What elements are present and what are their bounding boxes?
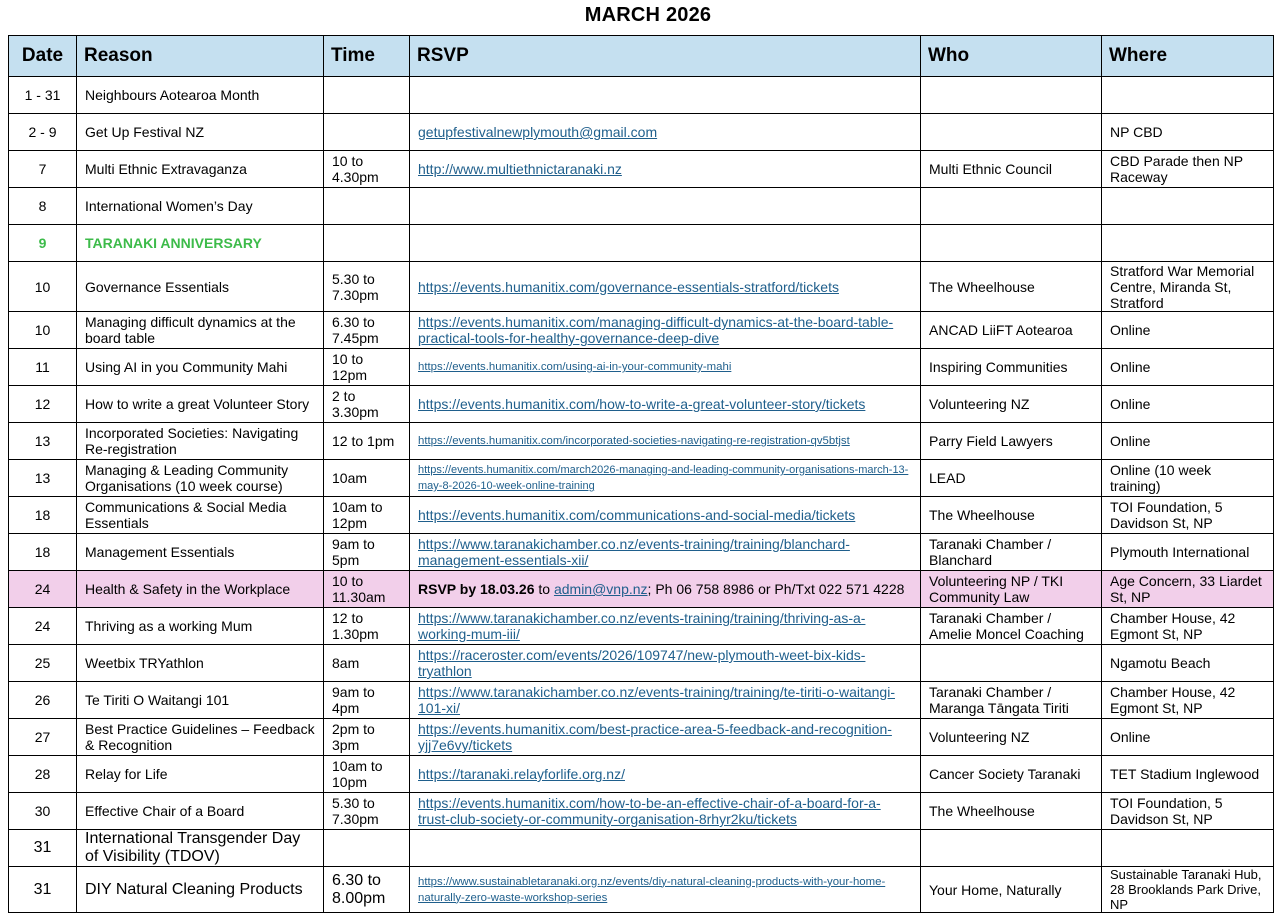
reason-cell: Governance Essentials — [77, 262, 324, 312]
where-cell: Online — [1102, 349, 1274, 386]
reason-cell: Using AI in you Community Mahi — [77, 349, 324, 386]
reason-cell: Te Tiriti O Waitangi 101 — [77, 682, 324, 719]
where-cell: Online (10 week training) — [1102, 460, 1274, 497]
page-title: MARCH 2026 — [584, 4, 712, 26]
date-cell: 26 — [9, 682, 77, 719]
table-row — [9, 386, 1274, 423]
who-cell: The Wheelhouse — [921, 497, 1102, 534]
rsvp-cell — [410, 188, 921, 225]
rsvp-cell — [410, 225, 921, 262]
date-cell: 9 — [9, 225, 77, 262]
events-table — [8, 35, 1274, 913]
where-cell: Chamber House, 42 Egmont St, NP — [1102, 682, 1274, 719]
date-cell: 24 — [9, 608, 77, 645]
time-cell: 10am to 10pm — [324, 756, 410, 793]
time-cell: 10am to 12pm — [324, 497, 410, 534]
rsvp-cell — [410, 262, 921, 312]
rsvp-cell — [410, 682, 921, 719]
table-row — [9, 188, 1274, 225]
who-cell: Cancer Society Taranaki — [921, 756, 1102, 793]
date-cell: 24 — [9, 571, 77, 608]
rsvp-link[interactable]: https://www.taranakichamber.co.nz/events-training/training/te-tiriti-o-waitangi-101-xi/ — [418, 684, 895, 716]
who-cell: Your Home, Naturally — [921, 867, 1102, 913]
who-cell: Parry Field Lawyers — [921, 423, 1102, 460]
rsvp-cell — [410, 497, 921, 534]
date-cell: 13 — [9, 423, 77, 460]
rsvp-link[interactable]: https://events.humanitix.com/governance-essentials-stratford/tickets — [418, 278, 839, 295]
rsvp-link[interactable]: https://events.humanitix.com/how-to-write-a-great-volunteer-story/tickets — [418, 396, 866, 412]
column-header-where: Where — [1102, 36, 1274, 77]
who-cell: The Wheelhouse — [921, 793, 1102, 830]
reason-cell: Get Up Festival NZ — [77, 114, 324, 151]
rsvp-cell — [410, 114, 921, 151]
rsvp-cell — [410, 756, 921, 793]
reason-cell: Incorporated Societies: Navigating Re-registration — [77, 423, 324, 460]
who-cell: Volunteering NZ — [921, 386, 1102, 423]
where-cell: TOI Foundation, 5 Davidson St, NP — [1102, 497, 1274, 534]
time-cell: 2pm to 3pm — [324, 719, 410, 756]
time-cell: 2 to 3.30pm — [324, 386, 410, 423]
reason-cell: Health & Safety in the Workplace — [77, 571, 324, 608]
column-header-reason: Reason — [77, 36, 324, 77]
date-cell: 31 — [9, 830, 77, 867]
who-cell: Volunteering NP / TKI Community Law — [921, 571, 1102, 608]
date-cell: 10 — [9, 262, 77, 312]
rsvp-link[interactable]: https://events.humanitix.com/using-ai-in-your-community-mahi — [418, 361, 732, 373]
rsvp-link[interactable]: https://www.sustainabletaranaki.org.nz/events/diy-natural-cleaning-products-with-your-home-naturally-zero-waste-workshop-series — [418, 875, 886, 904]
table-row — [9, 682, 1274, 719]
rsvp-link[interactable]: https://events.humanitix.com/managing-difficult-dynamics-at-the-board-table-practical-tools-for-healthy-governance-deep-dive — [418, 314, 894, 346]
who-cell — [921, 188, 1102, 225]
rsvp-cell — [410, 534, 921, 571]
time-cell: 12 to 1pm — [324, 423, 410, 460]
time-cell: 12 to 1.30pm — [324, 608, 410, 645]
reason-cell: DIY Natural Cleaning Products — [77, 867, 324, 913]
reason-cell: Neighbours Aotearoa Month — [77, 77, 324, 114]
where-cell: CBD Parade then NP Raceway — [1102, 151, 1274, 188]
where-cell: Stratford War Memorial Centre, Miranda St, Stratford — [1102, 262, 1274, 312]
rsvp-link[interactable]: https://events.humanitix.com/march2026-managing-and-leading-community-organisations-march-13-may-8-2026-10-week-online-training — [418, 464, 909, 492]
table-row — [9, 225, 1274, 262]
column-header-rsvp: RSVP — [410, 36, 921, 77]
date-cell: 11 — [9, 349, 77, 386]
who-cell: LEAD — [921, 460, 1102, 497]
table-row — [9, 645, 1274, 682]
table-row — [9, 312, 1274, 349]
date-cell: 18 — [9, 497, 77, 534]
who-cell: ANCAD LiiFT Aotearoa — [921, 312, 1102, 349]
date-cell: 28 — [9, 756, 77, 793]
rsvp-cell — [410, 460, 921, 497]
rsvp-cell — [410, 793, 921, 830]
table-row — [9, 423, 1274, 460]
reason-cell: Effective Chair of a Board — [77, 793, 324, 830]
reason-cell: Managing & Leading Community Organisations (10 week course) — [77, 460, 324, 497]
rsvp-link[interactable]: https://raceroster.com/events/2026/109747/new-plymouth-weet-bix-kids-tryathlon — [418, 647, 866, 679]
where-cell: Online — [1102, 386, 1274, 423]
rsvp-link[interactable]: https://www.taranakichamber.co.nz/events-training/training/thriving-as-a-working-mum-iii/ — [418, 610, 866, 642]
date-cell: 27 — [9, 719, 77, 756]
rsvp-link[interactable]: http://www.multiethnictaranaki.nz — [418, 161, 622, 177]
date-cell: 13 — [9, 460, 77, 497]
rsvp-deadline: RSVP by 18.03.26 — [418, 581, 535, 597]
table-row — [9, 534, 1274, 571]
where-cell — [1102, 77, 1274, 114]
who-cell: Taranaki Chamber / Maranga Tāngata Tiriti — [921, 682, 1102, 719]
reason-cell: Weetbix TRYathlon — [77, 645, 324, 682]
rsvp-cell — [410, 719, 921, 756]
table-row — [9, 460, 1274, 497]
rsvp-cell — [410, 349, 921, 386]
time-cell — [324, 77, 410, 114]
table-row — [9, 114, 1274, 151]
date-cell: 1 - 31 — [9, 77, 77, 114]
column-header-date: Date — [9, 36, 77, 77]
reason-cell: Management Essentials — [77, 534, 324, 571]
rsvp-link[interactable]: https://www.taranakichamber.co.nz/events-training/training/blanchard-management-essentials-xii/ — [418, 536, 850, 568]
rsvp-link[interactable]: https://events.humanitix.com/communications-and-social-media/tickets — [418, 507, 856, 523]
where-cell: Online — [1102, 312, 1274, 349]
date-cell: 10 — [9, 312, 77, 349]
reason-cell: International Transgender Day of Visibility (TDOV) — [77, 830, 324, 867]
where-cell — [1102, 225, 1274, 262]
column-header-time: Time — [324, 36, 410, 77]
table-row — [9, 497, 1274, 534]
time-cell: 10 to 12pm — [324, 349, 410, 386]
date-cell: 2 - 9 — [9, 114, 77, 151]
reason-cell: TARANAKI ANNIVERSARY — [77, 225, 324, 262]
table-row — [9, 756, 1274, 793]
time-cell: 10 to 11.30am — [324, 571, 410, 608]
time-cell — [324, 188, 410, 225]
time-cell: 10am — [324, 460, 410, 497]
reason-cell: Managing difficult dynamics at the board table — [77, 312, 324, 349]
who-cell: Volunteering NZ — [921, 719, 1102, 756]
date-cell: 18 — [9, 534, 77, 571]
rsvp-cell — [410, 645, 921, 682]
rsvp-link[interactable]: https://taranaki.relayforlife.org.nz/ — [418, 766, 625, 782]
date-cell: 25 — [9, 645, 77, 682]
who-cell: Taranaki Chamber / Amelie Moncel Coaching — [921, 608, 1102, 645]
rsvp-email-link[interactable]: admin@vnp.nz — [553, 581, 648, 597]
who-cell — [921, 114, 1102, 151]
rsvp-to-text: to — [534, 581, 554, 597]
who-cell: Taranaki Chamber / Blanchard — [921, 534, 1102, 571]
where-cell: Sustainable Taranaki Hub, 28 Brooklands Park Drive, NP — [1102, 867, 1274, 913]
time-cell: 9am to 4pm — [324, 682, 410, 719]
table-row — [9, 608, 1274, 645]
rsvp-cell — [410, 312, 921, 349]
table-row-highlighted — [9, 571, 1274, 608]
reason-cell: Thriving as a working Mum — [77, 608, 324, 645]
date-cell: 12 — [9, 386, 77, 423]
where-cell: Online — [1102, 719, 1274, 756]
table-row — [9, 793, 1274, 830]
where-cell: Ngamotu Beach — [1102, 645, 1274, 682]
where-cell: Chamber House, 42 Egmont St, NP — [1102, 608, 1274, 645]
time-cell: 5.30 to 7.30pm — [324, 262, 410, 312]
rsvp-link[interactable]: https://events.humanitix.com/how-to-be-an-effective-chair-of-a-board-for-a-trust-club-society-or-community-organisation-8rhyr2ku/tickets — [418, 795, 881, 827]
rsvp-cell — [410, 608, 921, 645]
rsvp-cell — [410, 423, 921, 460]
table-row — [9, 151, 1274, 188]
column-header-who: Who — [921, 36, 1102, 77]
date-cell: 7 — [9, 151, 77, 188]
reason-cell: How to write a great Volunteer Story — [77, 386, 324, 423]
date-cell: 8 — [9, 188, 77, 225]
time-cell — [324, 114, 410, 151]
time-cell: 8am — [324, 645, 410, 682]
who-cell: Multi Ethnic Council — [921, 151, 1102, 188]
where-cell: Plymouth International — [1102, 534, 1274, 571]
where-cell: TOI Foundation, 5 Davidson St, NP — [1102, 793, 1274, 830]
rsvp-link[interactable]: https://events.humanitix.com/incorporated-societies-navigating-re-registration-qv5btjst — [418, 435, 850, 447]
rsvp-cell — [410, 867, 921, 913]
date-cell: 30 — [9, 793, 77, 830]
time-cell: 10 to 4.30pm — [324, 151, 410, 188]
table-row — [9, 262, 1274, 312]
who-cell — [921, 77, 1102, 114]
table-row — [9, 719, 1274, 756]
rsvp-phone-text: ; Ph 06 758 8986 or Ph/Txt 022 571 4228 — [647, 581, 905, 597]
reason-cell: Best Practice Guidelines – Feedback & Recognition — [77, 719, 324, 756]
time-cell: 6.30 to 8.00pm — [324, 867, 410, 913]
table-row — [9, 830, 1274, 867]
table-header-row — [9, 36, 1274, 77]
table-row — [9, 867, 1274, 913]
table-row — [9, 349, 1274, 386]
where-cell: Online — [1102, 423, 1274, 460]
time-cell — [324, 830, 410, 867]
rsvp-cell — [410, 77, 921, 114]
time-cell — [324, 225, 410, 262]
rsvp-cell — [410, 151, 921, 188]
table-row — [9, 77, 1274, 114]
date-cell: 31 — [9, 867, 77, 913]
who-cell — [921, 830, 1102, 867]
reason-cell: Communications & Social Media Essentials — [77, 497, 324, 534]
rsvp-cell — [410, 571, 921, 608]
rsvp-email-link[interactable]: getupfestivalnewplymouth@gmail.com — [418, 124, 658, 140]
who-cell — [921, 645, 1102, 682]
where-cell: TET Stadium Inglewood — [1102, 756, 1274, 793]
rsvp-cell — [410, 830, 921, 867]
reason-cell: Multi Ethnic Extravaganza — [77, 151, 324, 188]
reason-cell: Relay for Life — [77, 756, 324, 793]
rsvp-cell — [410, 386, 921, 423]
where-cell — [1102, 188, 1274, 225]
time-cell: 9am to 5pm — [324, 534, 410, 571]
reason-cell: International Women’s Day — [77, 188, 324, 225]
time-cell: 6.30 to 7.45pm — [324, 312, 410, 349]
who-cell: Inspiring Communities — [921, 349, 1102, 386]
where-cell — [1102, 830, 1274, 867]
who-cell — [921, 225, 1102, 262]
who-cell: The Wheelhouse — [921, 262, 1102, 312]
where-cell: Age Concern, 33 Liardet St, NP — [1102, 571, 1274, 608]
rsvp-link[interactable]: https://events.humanitix.com/best-practice-area-5-feedback-and-recognition-yjj7e6vy/tickets — [418, 721, 892, 753]
time-cell: 5.30 to 7.30pm — [324, 793, 410, 830]
where-cell: NP CBD — [1102, 114, 1274, 151]
